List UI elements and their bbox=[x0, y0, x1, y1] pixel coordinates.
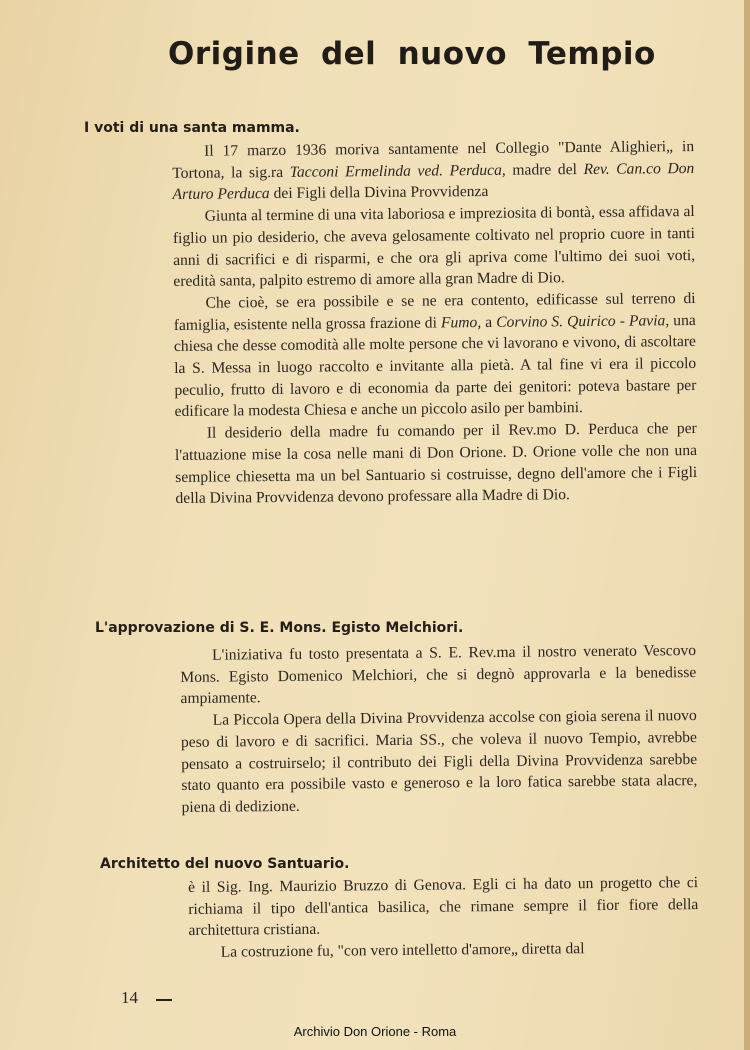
section-body bbox=[172, 136, 698, 510]
section-body bbox=[188, 872, 699, 964]
section-body bbox=[180, 640, 698, 819]
paragraph: è il Sig. Ing. Maurizio Bruzzo di Genova. Egli ci ha dato un progetto che ci richiama il tipo dell'antica basilica, che rimane sempre il fior fiore della architettura cristiana. bbox=[188, 874, 699, 940]
section-heading: I voti di una santa mamma. bbox=[84, 120, 300, 136]
paragraph: Giunta al termine di una vita laboriosa e impreziosita di bontà, essa affidava al figlio un pio desiderio, che aveva gelosamente coltivato nel proprio cuore in tanti anni di sacrifici e di risparmi, e che ora gli apriva come l'ultimo dei suoi voti, eredità santa, palpito estremo di amore alla gran Madre di Dio. bbox=[172, 203, 696, 291]
page-number: 14 bbox=[121, 988, 138, 1007]
paragraph: Il 17 marzo 1936 moriva santamente nel Collegio "Dante Alighieri„ in Tortona, la sig.ra Tacconi Ermelinda ved. Perduca, madre del Rev. Can.co Don Arturo Perduca dei Figli della Divina Provvidenza bbox=[172, 137, 695, 204]
page-title: Origine del nuovo Tempio bbox=[168, 36, 656, 72]
section-heading: L'approvazione di S. E. Mons. Egisto Melchiori. bbox=[95, 620, 464, 636]
page-number-dash bbox=[156, 999, 172, 1001]
page-edge bbox=[744, 0, 750, 1050]
archive-footer: Archivio Don Orione - Roma bbox=[293, 1024, 457, 1039]
paragraph: La Piccola Opera della Divina Provvidenza accolse con gioia serena il nuovo peso di lavoro e di sacrifici. Maria SS., che voleva il nuovo Tempio, avrebbe pensato a costruirselo; il contributo dei Figli della Divina Provvidenza sarebbe stato quanto era possibile vasto e generoso e la loro fatica sarebbe stata alacre, piena di dedizione. bbox=[180, 707, 698, 816]
paragraph: Che cioè, se era possibile e se ne era contento, edificasse sul terreno di famiglia, esistente nella grossa frazione di Fumo, a Corvino S. Quirico - Pavia, una chiesa che desse comodità alle molte persone che vi lavorano e vivono, di ascoltare la S. Messa in luogo raccolto e invitante alla pietà. A tal fine vi era il piccolo peculio, frutto di lavoro e di economia da parte dei genitori: poteva bastare per edificare la modesta Chiesa e anche un piccolo asilo per bambini. bbox=[173, 289, 697, 421]
section-heading: Architetto del nuovo Santuario. bbox=[100, 856, 350, 872]
paragraph: La costruzione fu, "con vero intelletto d'amore„ diretta dal bbox=[220, 940, 585, 961]
paragraph: Il desiderio della madre fu comando per il Rev.mo D. Perduca che per l'attuazione mise la cosa nelle mani di Don Orione. D. Orione volle che non una semplice chiesetta ma un bel Santuario si costruisse, degno dell'amore che i Figli della Divina Provvidenza devono professare alla Madre di Dio. bbox=[174, 420, 698, 508]
paragraph: L'iniziativa fu tosto presentata a S. E. Rev.ma il nostro venerato Vescovo Mons. Egisto Domenico Melchiori, che si degnò approvarla e la benedisse ampiamente. bbox=[180, 642, 697, 708]
